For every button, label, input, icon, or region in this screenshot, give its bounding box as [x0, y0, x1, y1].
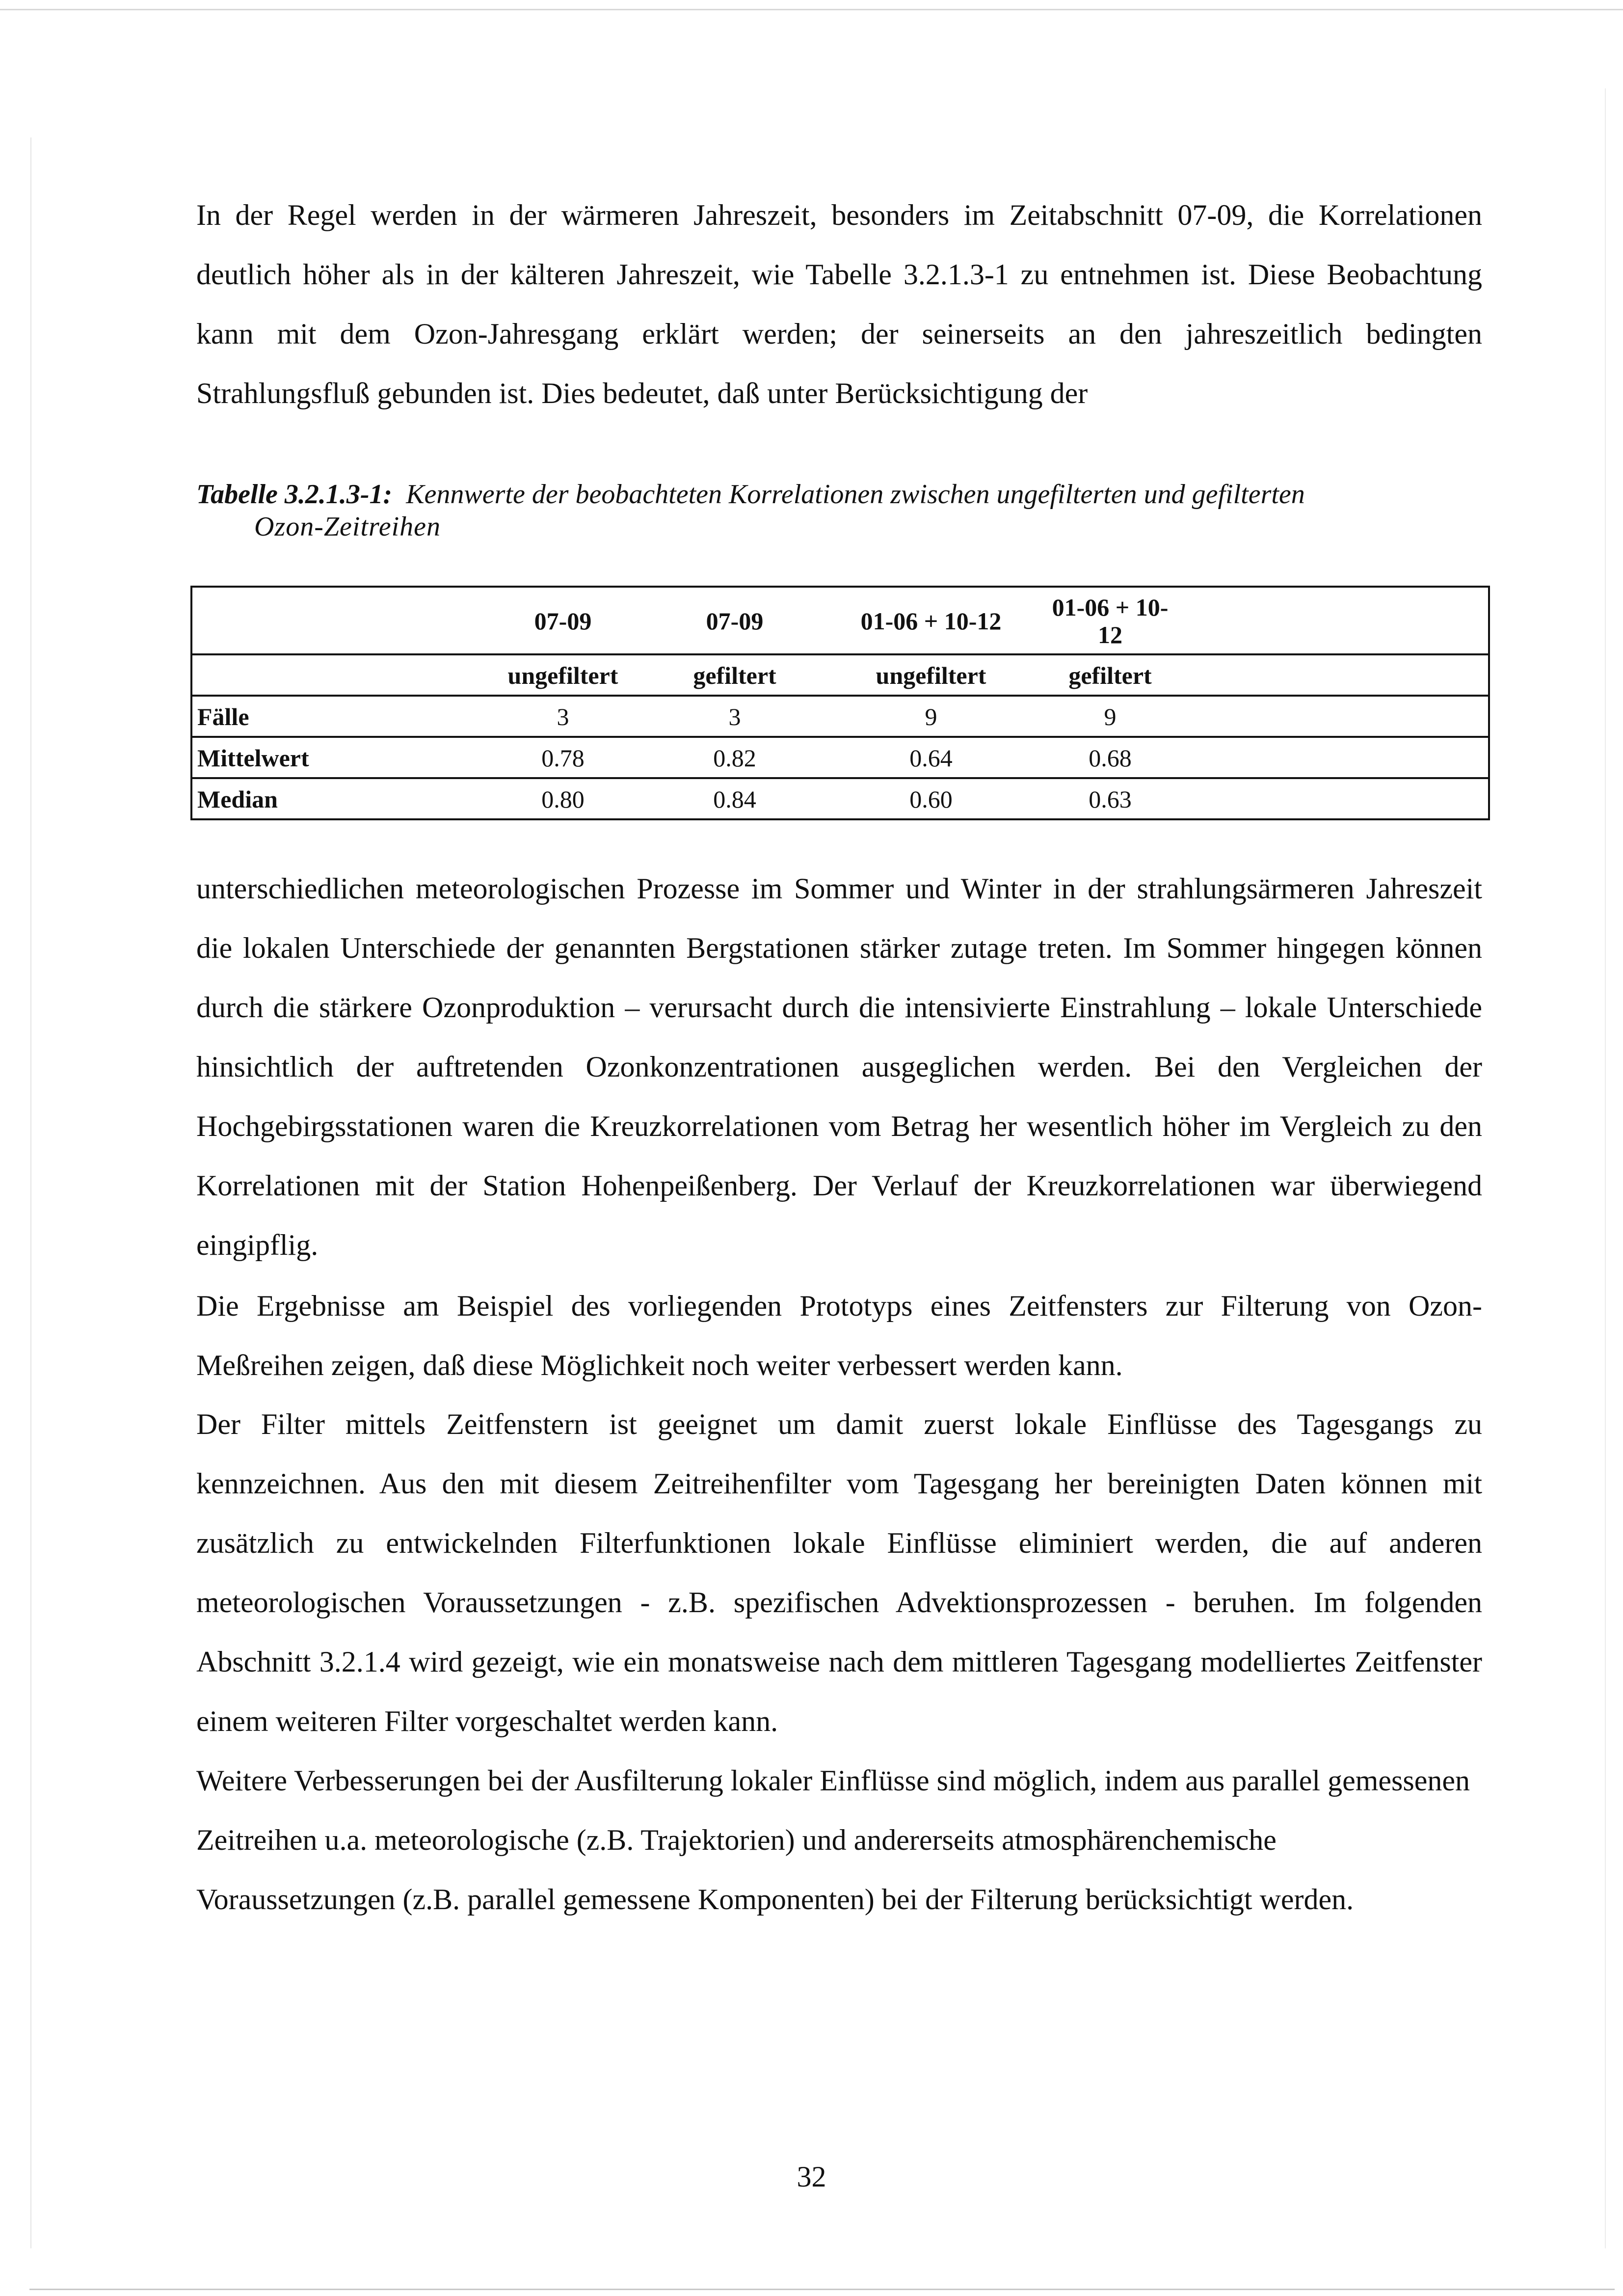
paragraph-3: Die Ergebnisse am Beispiel des vorliegenden Prototyps eines Zeitfensters zur Filterung von Ozon-Meßreihen zeigen, daß diese Möglichkeit noch weiter verbessert werden kann. [196, 1290, 1482, 1381]
row-label: Mittelwert [191, 737, 477, 778]
table-header-cell: gefiltert [1041, 654, 1179, 696]
table-header-cell: ungefiltert [821, 654, 1041, 696]
scan-top-edge [0, 9, 1623, 10]
table-cell [1179, 778, 1489, 819]
correlation-table [190, 586, 1490, 820]
table-header-cell: 01-06 + 10-12 [1041, 587, 1179, 654]
row-label: Fälle [191, 696, 477, 737]
table-header-row-1 [191, 587, 1489, 654]
paragraph-4: Der Filter mittels Zeitfenstern ist geeignet um damit zuerst lokale Einflüsse des Tagesgangs zu kennzeichnen. Aus den mit diesem Zeitreihenfilter vom Tagesgang her bereinigten Daten können mit zusätzlich zu entwickelnden Filterfunktionen lokale Einflüsse eliminiert werden, die auf anderen meteorologischen Voraussetzungen - z.B. spezifischen Advektionsprozessen - beruhen. Im folgenden Abschnitt 3.2.1.4 wird gezeigt, wie ein monatsweise nach dem mittleren Tagesgang modelliertes Zeitfenster einem weiteren Filter vorgeschaltet werden kann. [196, 1408, 1482, 1737]
table-header-row-2 [191, 654, 1489, 696]
page-number: 32 [797, 2161, 826, 2193]
table-cell: 9 [821, 696, 1041, 737]
table-header-cell: 07-09 [649, 587, 821, 654]
table-cell: 0.84 [649, 778, 821, 819]
paragraph-5: Weitere Verbesserungen bei der Ausfilterung lokaler Einflüsse sind möglich, indem aus parallel gemessenen Zeitreihen u.a. meteorologische (z.B. Trajektorien) und andererseits atmosphärenchemische Voraussetzungen (z.B. parallel gemessene Komponenten) bei der Filterung berücksichtigt werden. [196, 1764, 1470, 1916]
table-cell: 9 [1041, 696, 1179, 737]
table-caption [196, 478, 1487, 543]
table-cell: 0.64 [821, 737, 1041, 778]
table-cell: 0.78 [477, 737, 649, 778]
table-header-cell: ungefiltert [477, 654, 649, 696]
scan-left-edge [30, 137, 31, 2248]
caption-text-line2: Ozon-Zeitreihen [254, 512, 441, 542]
table-cell: 0.68 [1041, 737, 1179, 778]
table-header-cell [191, 587, 477, 654]
paragraph-2: unterschiedlichen meteorologischen Prozesse im Sommer und Winter in der strahlungsärmeren Jahreszeit die lokalen Unterschiede der genannten Bergstationen stärker zutage treten. Im Sommer hingegen können durch die stärkere Ozonproduktion – verursacht durch die intensivierte Einstrahlung – lokale Unterschiede hinsichtlich der auftretenden Ozonkonzentrationen ausgeglichen werden. Bei den Vergleichen der Hochgebirgsstationen waren die Kreuzkorrelationen vom Betrag her wesentlich höher im Vergleich zu den Korrelationen mit der Station Hohenpeißenberg. Der Verlauf der Kreuzkorrelationen war überwiegend eingipflig. [196, 872, 1482, 1261]
table-header-cell: 01-06 + 10-12 [821, 587, 1041, 654]
table-header-cell: 07-09 [477, 587, 649, 654]
table-cell: 3 [649, 696, 821, 737]
table-cell [1179, 696, 1489, 737]
table-row [191, 778, 1489, 819]
caption-text-line1: Kennwerte der beobachteten Korrelationen zwischen ungefilterten und gefilterten [406, 479, 1305, 510]
scan-right-edge [1605, 88, 1606, 2248]
table-cell: 0.63 [1041, 778, 1179, 819]
caption-label: Tabelle 3.2.1.3-1: [196, 479, 393, 510]
scan-bottom-edge [29, 2289, 1615, 2290]
row-label: Median [191, 778, 477, 819]
table-header-cell [1179, 587, 1489, 654]
table-header-cell [1179, 654, 1489, 696]
table-header-cell [191, 654, 477, 696]
table-row [191, 737, 1489, 778]
table-cell: 0.82 [649, 737, 821, 778]
table-header-cell: gefiltert [649, 654, 821, 696]
table-cell [1179, 737, 1489, 778]
table-cell: 0.80 [477, 778, 649, 819]
table-cell: 3 [477, 696, 649, 737]
table-cell: 0.60 [821, 778, 1041, 819]
table-row [191, 696, 1489, 737]
paragraph-1: In der Regel werden in der wärmeren Jahreszeit, besonders im Zeitabschnitt 07-09, die Korrelationen deutlich höher als in der kälteren Jahreszeit, wie Tabelle 3.2.1.3-1 zu entnehmen ist. Diese Beobachtung kann mit dem Ozon-Jahresgang erklärt werden; der seinerseits an den jahreszeitlich bedingten Strahlungsfluß gebunden ist. Dies bedeutet, daß unter Berücksichtigung der [196, 199, 1482, 409]
